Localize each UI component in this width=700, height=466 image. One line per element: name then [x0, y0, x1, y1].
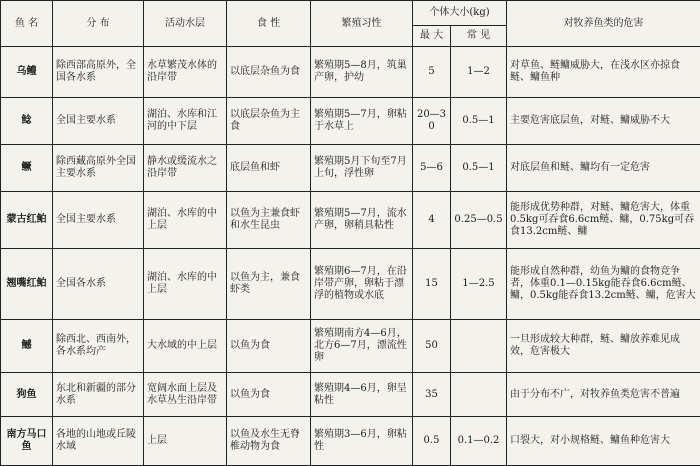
breeding-cell: 繁殖期南方4—6月，北方6—7月，漂流性卵 [311, 320, 413, 373]
size-common-cell [451, 373, 507, 417]
diet-cell: 以鱼及水生无脊椎动物为食 [227, 417, 311, 466]
table-row [1, 47, 700, 98]
harm-cell: 能形成自然种群，幼鱼为鳙的食物竞争者，体重0.1—0.15kg能吞食6.6cm鲢、鳙，0.5kg能吞食13.2cm鲢、鳙，危害大 [507, 249, 700, 320]
header-size-common: 常 见 [451, 26, 507, 47]
distribution-cell: 除西北、西南外，各水系均产 [53, 320, 144, 373]
diet-cell: 以鱼为主兼食虾和水生昆虫 [227, 192, 311, 249]
breeding-cell: 繁殖期4—6月，卵呈粘性 [311, 373, 413, 417]
diet-cell: 以鱼为食 [227, 320, 311, 373]
size-max-cell: 5 [413, 47, 451, 98]
diet-cell: 以底层杂鱼为食 [227, 47, 311, 98]
breeding-cell: 繁殖期5—8月，筑巢产卵，护幼 [311, 47, 413, 98]
header-distribution: 分 布 [53, 1, 144, 47]
layer-cell: 水草繁茂水体的沿岸带 [144, 47, 227, 98]
distribution-cell: 东北和新疆的部分水系 [53, 373, 144, 417]
distribution-cell: 除西藏高原外全国主要水系 [53, 145, 144, 192]
fish-name: 狗鱼 [1, 373, 53, 417]
fish-name: 蒙古红鲌 [1, 192, 53, 249]
table-row [1, 249, 700, 320]
size-max-cell: 20—30 [413, 98, 451, 145]
size-common-cell: 1—2 [451, 47, 507, 98]
harm-cell: 对草鱼、鲢鳙威胁大，在浅水区亦掠食鲢、鳙鱼种 [507, 47, 700, 98]
harm-cell: 由于分布不广，对牧养鱼类危害不普遍 [507, 373, 700, 417]
header-harm: 对牧养鱼类的危害 [507, 1, 700, 47]
header-row [1, 1, 700, 26]
distribution-cell: 全国各水系 [53, 249, 144, 320]
table-row [1, 320, 700, 373]
size-common-cell: 0.25—0.5 [451, 192, 507, 249]
size-max-cell: 50 [413, 320, 451, 373]
breeding-cell: 繁殖期3—6月，卵粘性 [311, 417, 413, 466]
table-row [1, 192, 700, 249]
breeding-cell: 繁殖期5—7月，流水产卵，卵稍具粘性 [311, 192, 413, 249]
header-layer: 活动水层 [144, 1, 227, 47]
size-max-cell: 5—6 [413, 145, 451, 192]
header-diet: 食 性 [227, 1, 311, 47]
layer-cell: 湖泊、水库和江河的中下层 [144, 98, 227, 145]
size-common-cell: 0.5—1 [451, 98, 507, 145]
distribution-cell: 全国主要水系 [53, 192, 144, 249]
layer-cell: 宽阔水面上层及水草丛生沿岸带 [144, 373, 227, 417]
harm-cell: 对底层鱼和鲢、鳙均有一定危害 [507, 145, 700, 192]
table-row [1, 417, 700, 466]
fish-name: 乌鳢 [1, 47, 53, 98]
size-common-cell: 0.5—1 [451, 145, 507, 192]
diet-cell: 底层鱼和虾 [227, 145, 311, 192]
layer-cell: 大水域的中上层 [144, 320, 227, 373]
size-common-cell: 1—2.5 [451, 249, 507, 320]
diet-cell: 以底层杂鱼为主食 [227, 98, 311, 145]
layer-cell: 上层 [144, 417, 227, 466]
header-size: 个体大小(kg) [413, 1, 507, 26]
layer-cell: 湖泊、水库的中上层 [144, 249, 227, 320]
distribution-cell: 全国主要水系 [53, 98, 144, 145]
size-max-cell: 35 [413, 373, 451, 417]
header-breeding: 繁殖习性 [311, 1, 413, 47]
breeding-cell: 繁殖期5月下旬至7月上旬，浮性卵 [311, 145, 413, 192]
size-common-cell: 0.1—0.2 [451, 417, 507, 466]
harm-cell: 能形成优势种群，对鲢、鳙危害大，体重0.5kg可吞食6.6cm鲢、鳙，0.75kg可吞食13.2cm鲢、鳙 [507, 192, 700, 249]
fish-name: 翘嘴红鲌 [1, 249, 53, 320]
harm-cell: 一旦形成较大种群，鲢、鳙放养难见成效，危害极大 [507, 320, 700, 373]
fish-name: 南方马口鱼 [1, 417, 53, 466]
layer-cell: 湖泊、水库的中上层 [144, 192, 227, 249]
fish-name: 鳜 [1, 145, 53, 192]
harm-cell: 主要危害底层鱼，对鲢、鳙威胁不大 [507, 98, 700, 145]
size-max-cell: 4 [413, 192, 451, 249]
breeding-cell: 繁殖期6—7月，在沿岸带产卵，卵粘于漂浮的植物或水底 [311, 249, 413, 320]
size-max-cell: 15 [413, 249, 451, 320]
fish-name: 鲶 [1, 98, 53, 145]
fish-name: 鳡 [1, 320, 53, 373]
distribution-cell: 除西部高原外，全国各水系 [53, 47, 144, 98]
size-max-cell: 0.5 [413, 417, 451, 466]
size-common-cell [451, 320, 507, 373]
header-size-max: 最 大 [413, 26, 451, 47]
harm-cell: 口裂大，对小规格鲢、鳙鱼种危害大 [507, 417, 700, 466]
distribution-cell: 各地的山地或丘陵水域 [53, 417, 144, 466]
table-row [1, 373, 700, 417]
breeding-cell: 繁殖期5—7月，卵粘于水草上 [311, 98, 413, 145]
diet-cell: 以鱼为主，兼食虾类 [227, 249, 311, 320]
table-row [1, 145, 700, 192]
layer-cell: 静水或缓流水之沿岸带 [144, 145, 227, 192]
header-name: 鱼 名 [1, 1, 53, 47]
table-row [1, 98, 700, 145]
diet-cell: 以鱼为食 [227, 373, 311, 417]
